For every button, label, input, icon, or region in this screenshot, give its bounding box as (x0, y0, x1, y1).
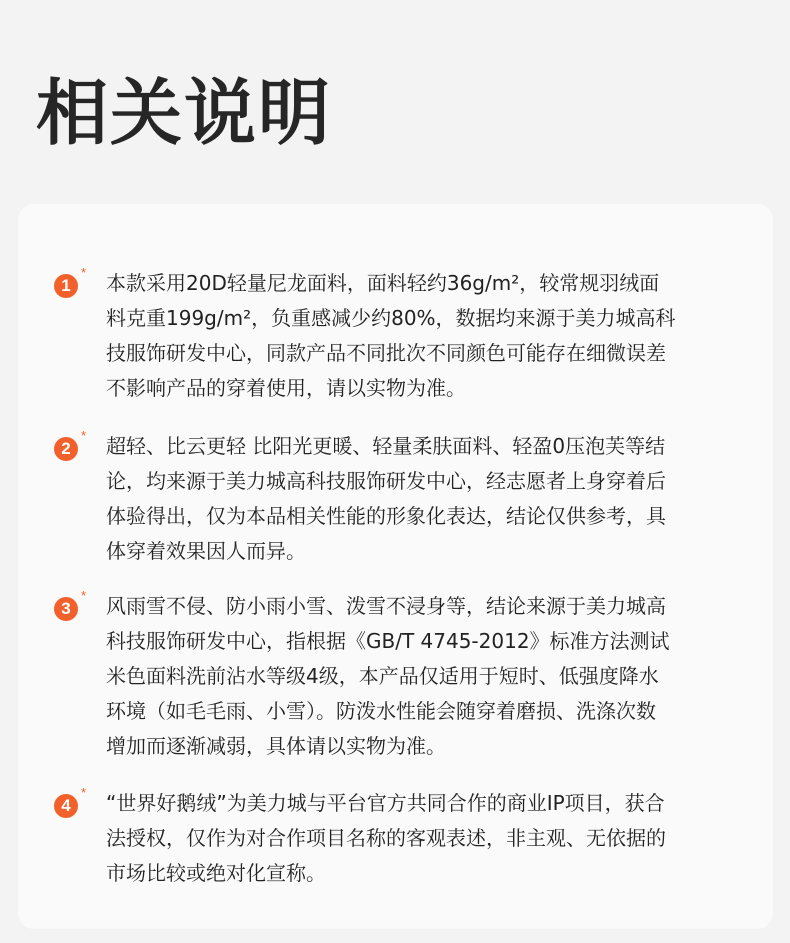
note-text-3: 风雨雪不侵、防小雨小雪、泼雪不浸身等，结论来源于美力城高 科技服饰研发中心，指根据《GB/T 4745-2012》标准方法测试 米色面料洗前沾水等级4级，本产品仅适用于短时、低强度降水 环境（如毛毛雨、小雪）。防泼水性能会随穿着磨损、洗涤次数 增加而逐渐减弱，具体请以实物为准。 (106, 594, 670, 758)
number-badge-4: 4 (54, 794, 78, 818)
asterisk-marker-4: * (81, 785, 87, 800)
number-badge-1: 1 (54, 274, 78, 298)
asterisk-marker-3: * (81, 588, 87, 603)
note-text-4: “世界好鹅绒”为美力城与平台官方共同合作的商业IP项目，获合 法授权，仅作为对合作项目名称的客观表述，非主观、无依据的 市场比较或绝对化宣称。 (106, 791, 666, 885)
asterisk-marker-2: * (81, 428, 87, 443)
note-text-2: 超轻、比云更轻 比阳光更暖、轻量柔肤面料、轻盈0压泡芙等结 论，均来源于美力城高科技服饰研发中心，经志愿者上身穿着后 体验得出，仅为本品相关性能的形象化表达，结论仅供参考，具 体穿着效果因人而异。 (106, 434, 666, 563)
number-badge-2: 2 (54, 437, 78, 461)
asterisk-marker-1: * (81, 265, 87, 280)
note-text-1: 本款采用20D轻量尼龙面料，面料轻约36g/m²，较常规羽绒面 料克重199g/m²，负重感减少约80%，数据均来源于美力城高科 技服饰研发中心，同款产品不同批次不同颜色可能存在细微误差 不影响产品的穿着使用，请以实物为准。 (106, 271, 676, 400)
number-badge-3: 3 (54, 597, 78, 621)
page-title: 相关说明 (36, 71, 333, 155)
notes-card (18, 204, 773, 929)
